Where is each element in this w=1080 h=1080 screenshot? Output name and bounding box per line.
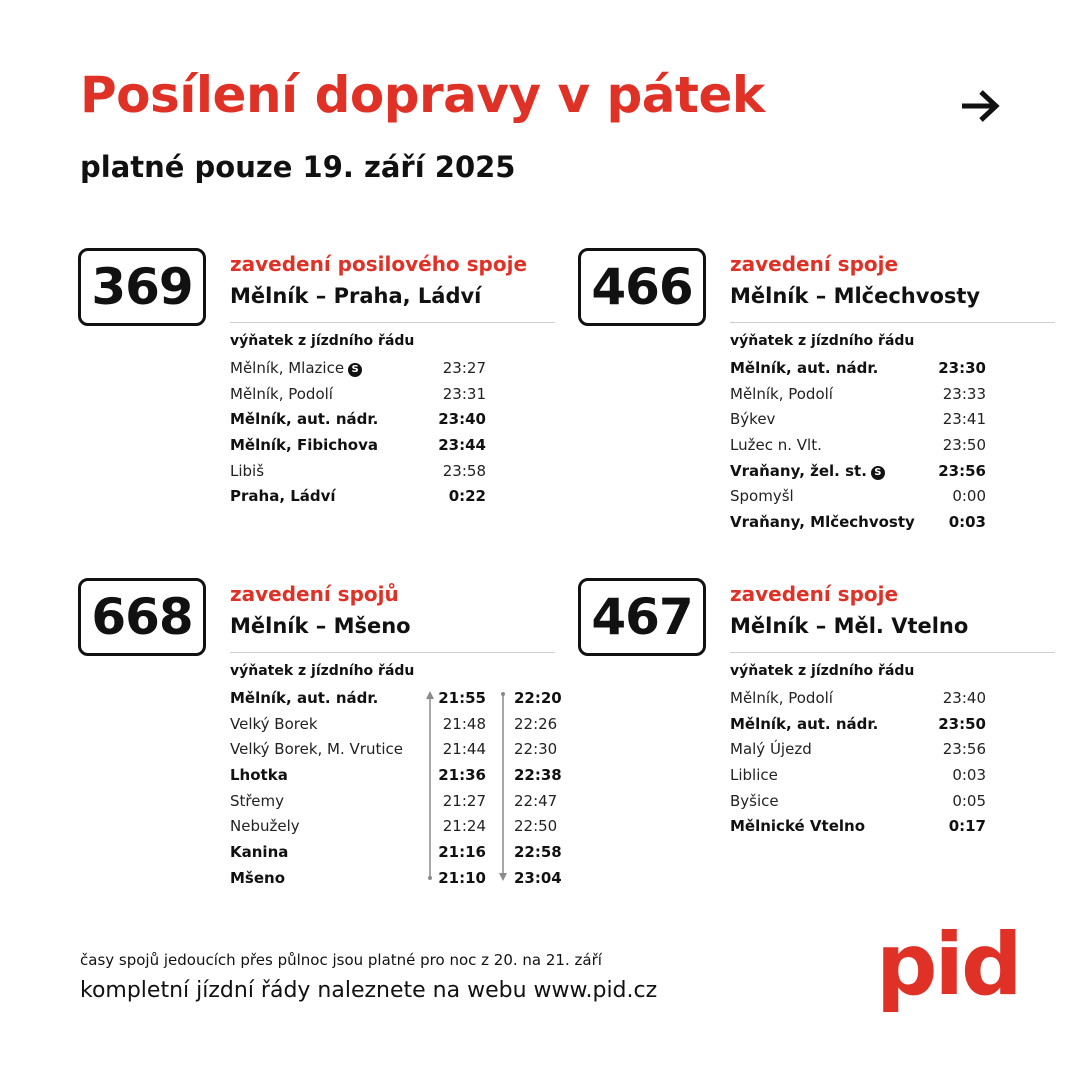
- departure-time: 0:05: [952, 791, 986, 810]
- excerpt-label: výňatek z jízdního řádu: [730, 333, 915, 349]
- divider: [230, 652, 555, 653]
- arrow-right-icon[interactable]: [960, 88, 1002, 124]
- timetable-row: [230, 459, 560, 485]
- timetable-row: [730, 737, 1060, 763]
- departure-time: 23:50: [942, 436, 986, 455]
- line-number-badge: 369: [78, 248, 206, 326]
- stop-name: [230, 763, 288, 789]
- stop-name-text: Malý Újezd: [730, 740, 812, 759]
- timetable-row: [730, 510, 1060, 536]
- departure-time: 23:56: [942, 740, 986, 759]
- departure-time: 21:27: [442, 791, 486, 810]
- page-title: Posílení dopravy v pátek: [80, 66, 765, 124]
- departure-time: 0:00: [952, 487, 986, 506]
- change-type: zavedení spoje: [730, 582, 899, 606]
- stop-name: [730, 686, 833, 712]
- route-name: Mělník – Mlčechvosty: [730, 284, 981, 308]
- stop-name: [730, 814, 865, 840]
- departure-time: 23:41: [942, 410, 986, 429]
- departure-time: 21:55: [438, 689, 486, 707]
- departure-time: 21:24: [442, 817, 486, 836]
- stop-name-text: Mělnické Vtelno: [730, 817, 865, 836]
- stop-name-text: Velký Borek, M. Vrutice: [230, 740, 403, 759]
- excerpt-label: výňatek z jízdního řádu: [230, 333, 415, 349]
- departure-time-return: 22:20: [514, 689, 562, 707]
- stop-name-text: Mělník, Fibichova: [230, 436, 379, 455]
- timetable-row: [230, 433, 560, 459]
- excerpt-label: výňatek z jízdního řádu: [230, 663, 415, 679]
- stop-name-text: Spomyšl: [730, 487, 794, 506]
- timetable-row: [730, 459, 1060, 485]
- departure-time-return: 22:58: [514, 843, 562, 862]
- stop-name-text: Mšeno: [230, 868, 286, 887]
- timetable-row: [230, 484, 560, 510]
- departure-time: 21:10: [438, 868, 486, 887]
- divider: [730, 322, 1055, 323]
- departure-time-return: 22:38: [514, 766, 562, 785]
- line-number-badge: 467: [578, 578, 706, 656]
- stop-name-text: Velký Borek: [230, 714, 318, 733]
- departure-time: 23:44: [438, 436, 486, 455]
- stop-name: [230, 382, 333, 408]
- departure-time: 23:31: [442, 384, 486, 403]
- timetable-row: [230, 814, 560, 840]
- timetable-row: [730, 382, 1060, 408]
- route-name: Mělník – Praha, Ládví: [230, 284, 482, 308]
- stop-name: [230, 356, 362, 382]
- stop-name: [730, 763, 778, 789]
- stop-name: [230, 840, 288, 866]
- train-s-icon: S: [348, 363, 362, 377]
- excerpt-label: výňatek z jízdního řádu: [730, 663, 915, 679]
- website-note[interactable]: kompletní jízdní řády naleznete na webu www.pid.cz: [80, 978, 658, 1003]
- timetable-row: [730, 484, 1060, 510]
- stop-name: [730, 459, 885, 485]
- direction-down-arrow-icon: [497, 690, 509, 882]
- timetable-row: [230, 356, 560, 382]
- divider: [230, 322, 555, 323]
- timetable-row: [230, 789, 560, 815]
- stop-name-text: Mělník, Podolí: [730, 384, 833, 403]
- departure-time: 23:40: [438, 410, 486, 429]
- departure-time-return: 23:04: [514, 868, 562, 887]
- departure-time: 21:48: [442, 714, 486, 733]
- pid-logo: pid: [876, 915, 1020, 1015]
- departure-time: 23:40: [942, 689, 986, 707]
- stop-name-text: Praha, Ládví: [230, 487, 336, 506]
- departure-time: 23:27: [442, 359, 486, 377]
- timetable: [230, 686, 560, 892]
- stop-name-text: Mělník, aut. nádr.: [230, 689, 379, 707]
- stop-name-text: Lužec n. Vlt.: [730, 436, 822, 455]
- page-subtitle: platné pouze 19. září 2025: [80, 150, 516, 184]
- stop-name: [230, 459, 264, 485]
- timetable: [730, 686, 1060, 840]
- train-s-icon: S: [871, 466, 885, 480]
- departure-time: 21:44: [442, 740, 486, 759]
- stop-name: [230, 712, 318, 738]
- stop-name-text: Vraňany, žel. st.: [730, 461, 867, 480]
- stop-name-text: Vraňany, Mlčechvosty: [730, 513, 915, 532]
- stop-name-text: Mělník, Podolí: [230, 384, 333, 403]
- stop-name-text: Kanina: [230, 843, 289, 862]
- stop-name: [730, 510, 915, 536]
- stop-name-text: Býkev: [730, 410, 776, 429]
- stop-name: [730, 382, 833, 408]
- timetable-row: [230, 737, 560, 763]
- stop-name: [230, 789, 284, 815]
- direction-up-arrow-icon: [424, 690, 436, 882]
- departure-time: 23:30: [938, 359, 986, 377]
- stop-name: [730, 356, 878, 382]
- departure-time: 23:58: [442, 461, 486, 480]
- change-type: zavedení spoje: [730, 252, 899, 276]
- timetable-row: [230, 840, 560, 866]
- line-number-badge: 668: [78, 578, 206, 656]
- stop-name: [230, 686, 378, 712]
- timetable-row: [230, 712, 560, 738]
- timetable-row: [230, 686, 560, 712]
- timetable-row: [730, 433, 1060, 459]
- timetable-row: [230, 866, 560, 892]
- departure-time-return: 22:50: [514, 817, 558, 836]
- timetable-row: [230, 763, 560, 789]
- stop-name: [230, 866, 285, 892]
- stop-name: [230, 407, 378, 433]
- stop-name: [230, 737, 403, 763]
- timetable-row: [230, 407, 560, 433]
- stop-name-text: Lhotka: [230, 766, 288, 785]
- departure-time: 23:56: [938, 461, 986, 480]
- stop-name-text: Byšice: [730, 791, 779, 810]
- timetable-row: [730, 789, 1060, 815]
- timetable-row: [730, 763, 1060, 789]
- stop-name-text: Nebužely: [230, 817, 300, 836]
- stop-name: [730, 712, 878, 738]
- timetable-row: [730, 686, 1060, 712]
- departure-time: 23:50: [938, 714, 986, 733]
- timetable-row: [230, 382, 560, 408]
- departure-time: 23:33: [942, 384, 986, 403]
- line-number-badge: 466: [578, 248, 706, 326]
- route-name: Mělník – Měl. Vtelno: [730, 614, 969, 638]
- stop-name: [230, 814, 300, 840]
- stop-name: [230, 433, 378, 459]
- stop-name-text: Mělník, Mlazice: [230, 359, 345, 377]
- timetable-row: [730, 407, 1060, 433]
- timetable-row: [730, 814, 1060, 840]
- departure-time-return: 22:26: [514, 714, 558, 733]
- footnote: časy spojů jedoucích přes půlnoc jsou platné pro noc z 20. na 21. září: [80, 951, 602, 969]
- stop-name-text: Liblice: [730, 766, 778, 785]
- departure-time-return: 22:30: [514, 740, 558, 759]
- stop-name-text: Mělník, aut. nádr.: [730, 714, 879, 733]
- stop-name-text: Mělník, Podolí: [730, 689, 833, 707]
- timetable: [230, 356, 560, 510]
- stop-name: [730, 433, 822, 459]
- timetable-row: [730, 356, 1060, 382]
- departure-time: 0:03: [948, 513, 986, 532]
- departure-time: 21:16: [438, 843, 486, 862]
- departure-time: 21:36: [438, 766, 486, 785]
- stop-name-text: Mělník, aut. nádr.: [230, 410, 379, 429]
- departure-time: 0:22: [448, 487, 486, 506]
- departure-time: 0:03: [952, 766, 986, 785]
- stop-name-text: Libiš: [230, 461, 265, 480]
- stop-name: [230, 484, 336, 510]
- change-type: zavedení spojů: [230, 582, 399, 606]
- timetable: [730, 356, 1060, 536]
- stop-name: [730, 484, 794, 510]
- change-type: zavedení posilového spoje: [230, 252, 528, 276]
- stop-name: [730, 789, 779, 815]
- departure-time: 0:17: [948, 817, 986, 836]
- divider: [730, 652, 1055, 653]
- stop-name: [730, 737, 812, 763]
- stop-name-text: Mělník, aut. nádr.: [730, 359, 879, 377]
- stop-name-text: Střemy: [230, 791, 284, 810]
- timetable-row: [730, 712, 1060, 738]
- stop-name: [730, 407, 775, 433]
- departure-time-return: 22:47: [514, 791, 558, 810]
- route-name: Mělník – Mšeno: [230, 614, 411, 638]
